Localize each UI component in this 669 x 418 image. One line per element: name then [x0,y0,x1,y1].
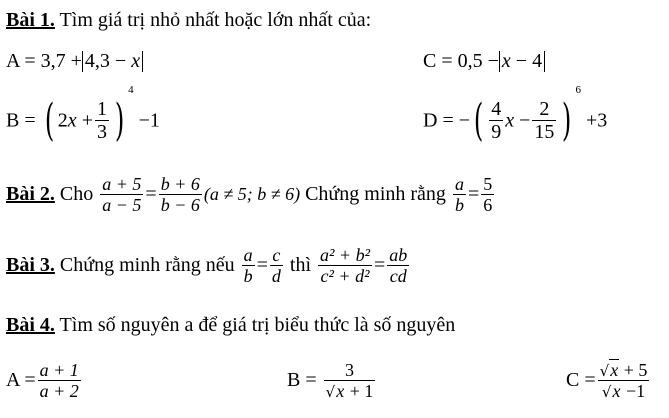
fraction [598,360,650,401]
left-paren: ( [44,94,54,146]
fraction-1 [100,174,143,215]
numerator [598,360,650,381]
lhs-c: C = [566,369,596,392]
fraction-1 [489,98,503,144]
lhs-c: C = [423,50,453,72]
var-x: x [501,50,511,72]
exponent: 6 [575,84,582,96]
exercise-4-heading [6,314,455,337]
expression-c-4 [566,360,651,401]
var-x: x [336,381,345,402]
exercise-1-instruction: Tìm giá trị nhỏ nhất hoặc lớn nhất của: [54,9,372,31]
num-rest: + 5 [619,360,648,380]
var-x: x [505,109,515,132]
numerator: a [243,245,253,265]
numerator: 1 [96,98,107,120]
den-rest: + 1 [345,381,374,402]
expression-d-1 [423,84,608,146]
abs-value [82,51,143,72]
var-x: x [612,381,621,402]
fraction [38,360,81,401]
radical-icon: √ [601,383,612,402]
denominator: b [243,266,253,287]
expression-b-1 [6,84,160,146]
exponent: 4 [128,84,134,96]
denominator: b [454,195,464,216]
exercise-3 [6,245,411,286]
prove-label: Chứng minh rằng [300,183,446,206]
left-paren: ( [473,94,484,146]
numerator: a² + b² [320,245,370,265]
radical-icon: √ [599,362,610,380]
tail: +3 [581,109,608,132]
var-x: x [67,109,77,132]
lhs-a: A = [6,369,36,392]
equals: = [467,183,480,206]
den-rest: −1 [621,381,646,402]
denominator: 3 [96,121,107,144]
denominator: d [271,266,281,287]
denominator [598,381,650,401]
minus: − [514,109,531,132]
equals: = [256,254,268,277]
ratio [453,174,466,215]
expression-a-4 [6,360,83,401]
sqrt [326,381,346,401]
denominator: 15 [534,121,555,144]
sqrt [600,360,620,380]
denominator: a + 2 [39,381,79,402]
right-paren: ) [562,94,572,146]
denominator: cd [389,266,407,287]
exercise-4-instruction: Tìm số nguyên a để giá trị biểu thức là số nguyên [54,314,456,336]
fraction-4 [387,245,409,286]
abs-value [499,51,545,72]
fraction [324,360,376,401]
abs-rest: − 4 [510,50,543,72]
denominator: 9 [491,121,502,144]
lhs-d: D = − [423,109,471,132]
exercise-2-title: Bài 2. [6,183,55,206]
thi-label: thì [289,254,312,277]
fraction-2 [159,174,202,215]
exercise-1-title: Bài 1. [6,9,55,31]
denominator: a − 5 [102,195,142,216]
fraction-1 [242,245,255,286]
plus: + [76,109,93,132]
expression-a-1 [6,50,143,73]
numerator: 3 [324,360,376,381]
expression-b-4 [287,360,377,401]
numerator: b + 6 [160,174,200,194]
cho-label: Cho [54,183,94,206]
fraction [95,98,109,144]
numerator: c [270,245,283,266]
radical-icon: √ [325,383,336,402]
var-x: x [131,50,141,72]
equals: = [373,254,386,277]
fraction-2 [270,245,283,286]
denominator: c² + d² [320,266,370,287]
denominator: b − 6 [160,195,200,216]
inner [58,109,93,131]
numerator: a + 1 [39,360,79,380]
const: 0,5 − [457,50,499,72]
lhs-b: B = [6,109,36,132]
lhs-a: A = [6,50,36,72]
right-paren: ) [114,94,125,146]
numerator: 4 [491,98,502,120]
numerator: a + 5 [102,174,142,194]
condition: (a ≠ 5; b ≠ 6) [203,184,301,205]
numerator: ab [389,245,408,265]
fraction-2 [532,98,556,144]
coef: 2 [57,109,68,132]
lhs-b: B = [287,369,317,392]
tail: −1 [133,109,160,132]
abs-const: 4,3 − [84,50,127,72]
numerator: a [454,174,464,194]
expression-c-1 [423,50,545,73]
denominator [324,381,376,401]
exercise-3-instruction: Chứng minh rằng nếu [54,254,235,277]
exercise-3-title: Bài 3. [6,254,55,277]
exercise-2 [6,174,496,215]
sqrt [602,381,622,401]
numerator: 5 [483,174,493,194]
exercise-4-title: Bài 4. [6,314,55,336]
fraction-3 [318,245,372,286]
equals: = [145,183,157,206]
exercise-1-heading [6,9,371,32]
value [481,174,494,215]
var-x: x [610,360,619,380]
const: 3,7 + [40,50,82,72]
numerator: 2 [532,98,556,121]
denominator: 6 [483,195,493,216]
